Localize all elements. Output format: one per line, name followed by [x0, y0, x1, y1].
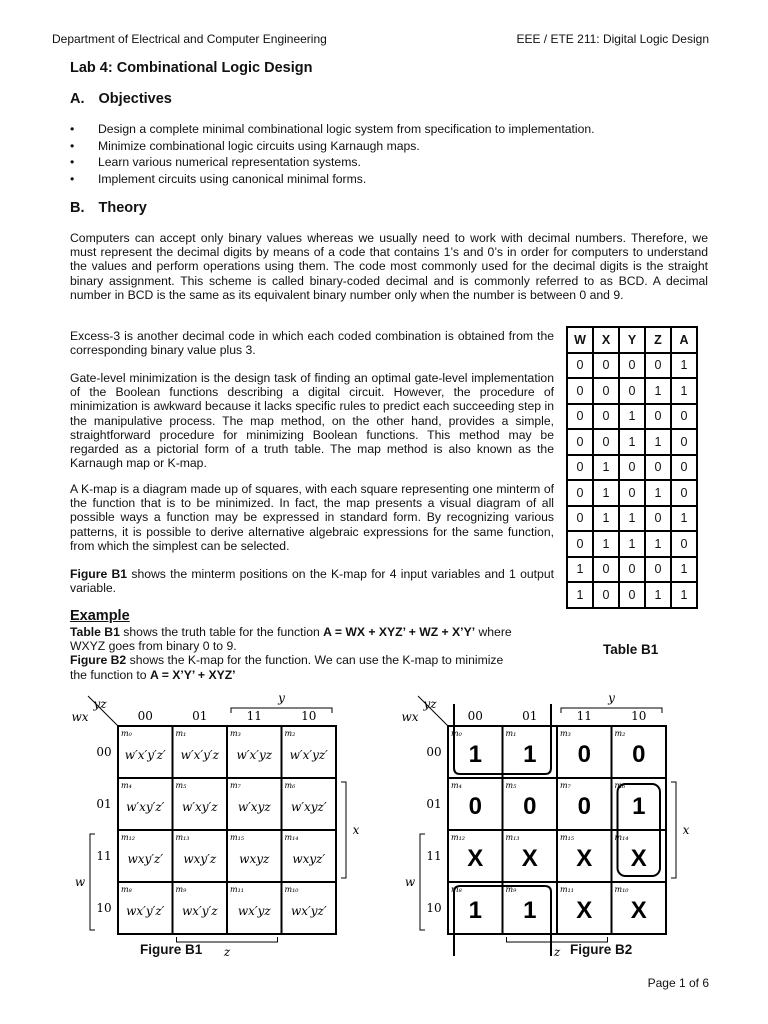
minterm-index: m₇: [560, 781, 571, 790]
cell-value: 0: [632, 741, 646, 768]
var-y-label: y: [608, 691, 615, 705]
table-cell: 1: [645, 531, 671, 557]
table-cell: 1: [593, 455, 619, 481]
minterm-index: m₁₅: [230, 833, 244, 842]
minterm-index: m₃: [560, 729, 571, 738]
cell-value: 0: [577, 741, 591, 768]
row-label: 01: [426, 797, 442, 811]
minterm-index: m₁₂: [451, 833, 465, 842]
column-label: 11: [246, 709, 262, 723]
header-department: Department of Electrical and Computer Engineering: [52, 32, 327, 46]
minterm-expression: wxy′z′: [127, 852, 164, 866]
var-y-label: y: [278, 691, 285, 705]
var-w-label: w: [74, 875, 86, 889]
minterm-index: m₁₄: [614, 833, 629, 842]
cell-value: 1: [523, 897, 537, 924]
row-label: 11: [426, 849, 442, 863]
theory-paragraph-2: Excess-3 is another decimal code in which each coded combination is obtained from the corresponding binary value plus 3.: [70, 329, 554, 358]
minterm-expression: w′x′y′z: [180, 748, 219, 762]
cell-value: 1: [632, 793, 646, 820]
table-cell: 0: [593, 582, 619, 608]
table-cell: 0: [567, 429, 593, 455]
minterm-index: m₁₅: [560, 833, 574, 842]
minterm-expression: w′xy′z′: [126, 800, 165, 814]
column-header: X: [593, 327, 619, 353]
cell-value: X: [630, 897, 647, 924]
cell-value: 1: [468, 741, 482, 768]
table-cell: 0: [645, 506, 671, 532]
table-cell: 0: [567, 480, 593, 506]
example-line-1: [70, 625, 570, 639]
table-cell: 0: [671, 429, 697, 455]
example-text: [70, 625, 570, 682]
section-a-title: Objectives: [98, 91, 172, 107]
minterm-expression: wx′yz′: [290, 904, 327, 918]
table-cell: 0: [671, 404, 697, 430]
table-cell: 0: [593, 557, 619, 583]
function-expression: A = WX + XYZ’ + WZ + X’Y’: [323, 625, 476, 639]
table-cell: 0: [567, 378, 593, 404]
minterm-index: m₁₀: [614, 885, 629, 894]
minterm-index: m₁₁: [230, 885, 244, 894]
var-w-label: w: [404, 875, 416, 889]
table-cell: 0: [567, 531, 593, 557]
minterm-index: m₆: [614, 781, 626, 790]
theory-paragraph-3: Gate-level minimization is the design task of finding an optimal gate-level implementation of the Boolean functions describing a digital circuit. However, the procedure of minimization is awkward because it lacks specific rules to predict each succeeding step in the manipulative process. The map method, on the other hand, provides a simple, straightforward procedure for minimizing Boolean functions. This method may be regarded as a pictorial form of a truth table. The map method is also known as the Karnaugh map or K-map.: [70, 371, 554, 471]
w-bracket: [90, 834, 95, 930]
minterm-index: m₁₀: [284, 885, 299, 894]
minterm-expression: wxy′z: [183, 852, 217, 866]
minterm-index: m₀: [121, 729, 132, 738]
w-bracket: [420, 834, 425, 930]
table-cell: 1: [671, 353, 697, 379]
example-line-3: [70, 653, 570, 667]
minterm-index: m₁: [505, 729, 517, 738]
table-cell: 0: [619, 557, 645, 583]
table-caption: Table B1: [603, 642, 659, 657]
page-number: Page 1 of 6: [647, 976, 709, 990]
minterm-expression: wx′yz: [237, 904, 271, 918]
table-cell: 1: [671, 582, 697, 608]
cell-value: X: [576, 845, 593, 872]
cell-value: 1: [468, 897, 482, 924]
var-z-label: z: [553, 945, 561, 959]
list-item: • Implement circuits using canonical minimal forms.: [70, 171, 670, 188]
section-a-label: A.: [70, 91, 85, 107]
text: the function to: [70, 667, 150, 682]
cell-value: X: [521, 845, 538, 872]
minterm-expression: w′x′yz′: [289, 748, 328, 762]
figure-b2-caption: Figure B2: [570, 942, 633, 957]
list-item: • Minimize combinational logic circuits using Karnaugh maps.: [70, 138, 670, 155]
minterm-index: m₁₄: [284, 833, 299, 842]
table-cell: 1: [671, 378, 697, 404]
table-row: [567, 506, 697, 532]
table-cell: 0: [567, 455, 593, 481]
table-cell: 0: [567, 404, 593, 430]
minterm-expression: wxyz: [239, 852, 270, 866]
kmap-figure-b1: [60, 680, 360, 965]
cell-value: 0: [523, 793, 537, 820]
x-bracket: [341, 782, 346, 878]
row-label: 01: [96, 797, 112, 811]
minterm-index: m₂: [614, 729, 626, 738]
minterm-expression: w′xyz: [237, 800, 271, 814]
table-row: [567, 582, 697, 608]
theory-paragraph-4: A K-map is a diagram made up of squares, with each square representing one minterm of the function that is to be minimized. In fact, the map presents a visual diagram of all possible ways a function may be expressed in standard form. By recognizing various patterns, it is possible to derive alternative algebraic expressions for the same function, from which the simplest can be selected.: [70, 482, 554, 553]
kmap-figure-b2: [390, 680, 690, 965]
table-cell: 1: [671, 557, 697, 583]
cell-value: 0: [577, 793, 591, 820]
example-line-2: WXYZ goes from binary 0 to 9.: [70, 639, 237, 654]
table-cell: 1: [567, 557, 593, 583]
text: shows the K-map for the function. We can use the K-map to minimize: [126, 653, 504, 668]
minterm-index: m₃: [230, 729, 241, 738]
table-cell: 0: [619, 480, 645, 506]
paragraph-text: shows the minterm positions on the K-map for 4 input variables and 1 output variable.: [70, 567, 554, 596]
table-cell: 0: [645, 557, 671, 583]
figure-b1-caption: Figure B1: [140, 942, 203, 957]
table-cell: 1: [645, 480, 671, 506]
corner-row-label: wx: [71, 710, 89, 724]
minterm-expression: w′x′yz: [236, 748, 273, 762]
example-title: Example: [70, 608, 130, 624]
table-cell: 0: [671, 531, 697, 557]
minterm-index: m₉: [175, 885, 187, 894]
minterm-index: m₄: [121, 781, 132, 790]
row-label: 10: [96, 901, 112, 915]
column-label: 00: [137, 709, 153, 723]
cell-value: X: [630, 845, 647, 872]
table-cell: 1: [619, 429, 645, 455]
column-header: Y: [619, 327, 645, 353]
table-row: [567, 557, 697, 583]
minterm-index: m₅: [505, 781, 517, 790]
column-label: 01: [522, 709, 538, 723]
table-cell: 1: [593, 531, 619, 557]
corner-col-label: yz: [423, 697, 437, 711]
minterm-expression: wx′y′z′: [126, 904, 165, 918]
column-header: A: [671, 327, 697, 353]
table-cell: 0: [645, 404, 671, 430]
row-label: 00: [426, 745, 442, 759]
list-item: • Learn various numerical representation systems.: [70, 154, 670, 171]
table-cell: 0: [593, 353, 619, 379]
section-b-heading: [70, 200, 147, 216]
table-cell: 1: [619, 531, 645, 557]
table-row: [567, 378, 697, 404]
minterm-index: m₄: [451, 781, 462, 790]
table-header-row: [567, 327, 697, 353]
theory-paragraph-5: [70, 567, 554, 595]
table-row: [567, 531, 697, 557]
table-cell: 0: [567, 506, 593, 532]
text: shows the truth table for the function: [119, 625, 324, 639]
table-row: [567, 455, 697, 481]
table-cell: 1: [567, 582, 593, 608]
list-item: • Design a complete minimal combinational logic system from specification to implementation.: [70, 121, 670, 138]
table-row: [567, 429, 697, 455]
table-cell: 1: [645, 429, 671, 455]
table-cell: 1: [619, 404, 645, 430]
row-label: 11: [96, 849, 112, 863]
table-ref: Table B1: [70, 625, 120, 639]
table-cell: 1: [593, 480, 619, 506]
column-header: W: [567, 327, 593, 353]
row-label: 00: [96, 745, 112, 759]
theory-paragraph-1: Computers can accept only binary values whereas we usually need to work with decimal numbers. Therefore, we must represent the decimal digits by means of a code that contains 1’s and 0’s in order for computers to understand the values and perform operations using them. The code most commonly used for the decimal digits is the straight binary assignment. This scheme is called binary-coded decimal and is commonly referred to as BCD. A decimal number in BCD is the same as its equivalent binary number only when the number is between 0 and 9.: [70, 231, 708, 302]
table-cell: 0: [593, 429, 619, 455]
column-header: Z: [645, 327, 671, 353]
minterm-index: m₈: [451, 885, 462, 894]
minterm-index: m₀: [451, 729, 462, 738]
minterm-expression: wx′y′z: [181, 904, 218, 918]
corner-col-label: yz: [93, 697, 107, 711]
lab-title: Lab 4: Combinational Logic Design: [70, 60, 313, 76]
truth-table: [566, 326, 698, 609]
table-cell: 0: [645, 353, 671, 379]
minterm-index: m₁₁: [560, 885, 574, 894]
corner-row-label: wx: [401, 710, 419, 724]
var-z-label: z: [223, 945, 231, 959]
minterm-expression: w′xy′z: [181, 800, 218, 814]
section-b-label: B.: [70, 200, 85, 216]
minterm-index: m₆: [284, 781, 296, 790]
table-cell: 0: [645, 455, 671, 481]
column-label: 10: [301, 709, 317, 723]
x-bracket: [671, 782, 676, 878]
figure-ref: Figure B2: [70, 653, 127, 668]
minterm-index: m₁₂: [121, 833, 135, 842]
table-row: [567, 480, 697, 506]
minterm-index: m₇: [230, 781, 241, 790]
minterm-expression: wxyz′: [292, 852, 326, 866]
column-label: 01: [192, 709, 208, 723]
minterm-index: m₂: [284, 729, 296, 738]
minterm-index: m₅: [175, 781, 187, 790]
minterm-index: m₁₃: [505, 833, 520, 842]
minimized-expression: A = X’Y’ + XYZ’: [149, 667, 236, 682]
table-row: [567, 353, 697, 379]
minterm-expression: w′x′y′z′: [124, 748, 166, 762]
column-label: 10: [631, 709, 647, 723]
table-cell: 1: [619, 506, 645, 532]
section-a-heading: [70, 91, 172, 107]
section-b-title: Theory: [98, 200, 147, 216]
row-label: 10: [426, 901, 442, 915]
cell-value: X: [467, 845, 484, 872]
objectives-list: [70, 121, 670, 187]
minterm-index: m₈: [121, 885, 132, 894]
cell-value: X: [576, 897, 593, 924]
cell-value: 1: [523, 741, 537, 768]
column-label: 11: [576, 709, 592, 723]
table-cell: 1: [645, 582, 671, 608]
column-label: 00: [467, 709, 483, 723]
header-course: EEE / ETE 211: Digital Logic Design: [516, 32, 709, 46]
table-cell: 0: [671, 480, 697, 506]
table-cell: 0: [619, 455, 645, 481]
text: where: [475, 625, 512, 639]
table-row: [567, 404, 697, 430]
figure-ref: Figure B1: [70, 567, 128, 581]
minterm-index: m₁: [175, 729, 187, 738]
table-cell: 1: [645, 378, 671, 404]
table-cell: 0: [619, 582, 645, 608]
table-cell: 0: [671, 455, 697, 481]
table-cell: 1: [593, 506, 619, 532]
table-cell: 0: [619, 353, 645, 379]
table-cell: 0: [593, 378, 619, 404]
minterm-expression: w′xyz′: [290, 800, 327, 814]
minterm-index: m₉: [505, 885, 517, 894]
var-x-label: x: [682, 823, 690, 837]
minterm-index: m₁₃: [175, 833, 190, 842]
cell-value: 0: [468, 793, 482, 820]
table-cell: 0: [593, 404, 619, 430]
table-cell: 0: [567, 353, 593, 379]
table-cell: 1: [671, 506, 697, 532]
table-cell: 0: [619, 378, 645, 404]
var-x-label: x: [352, 823, 360, 837]
